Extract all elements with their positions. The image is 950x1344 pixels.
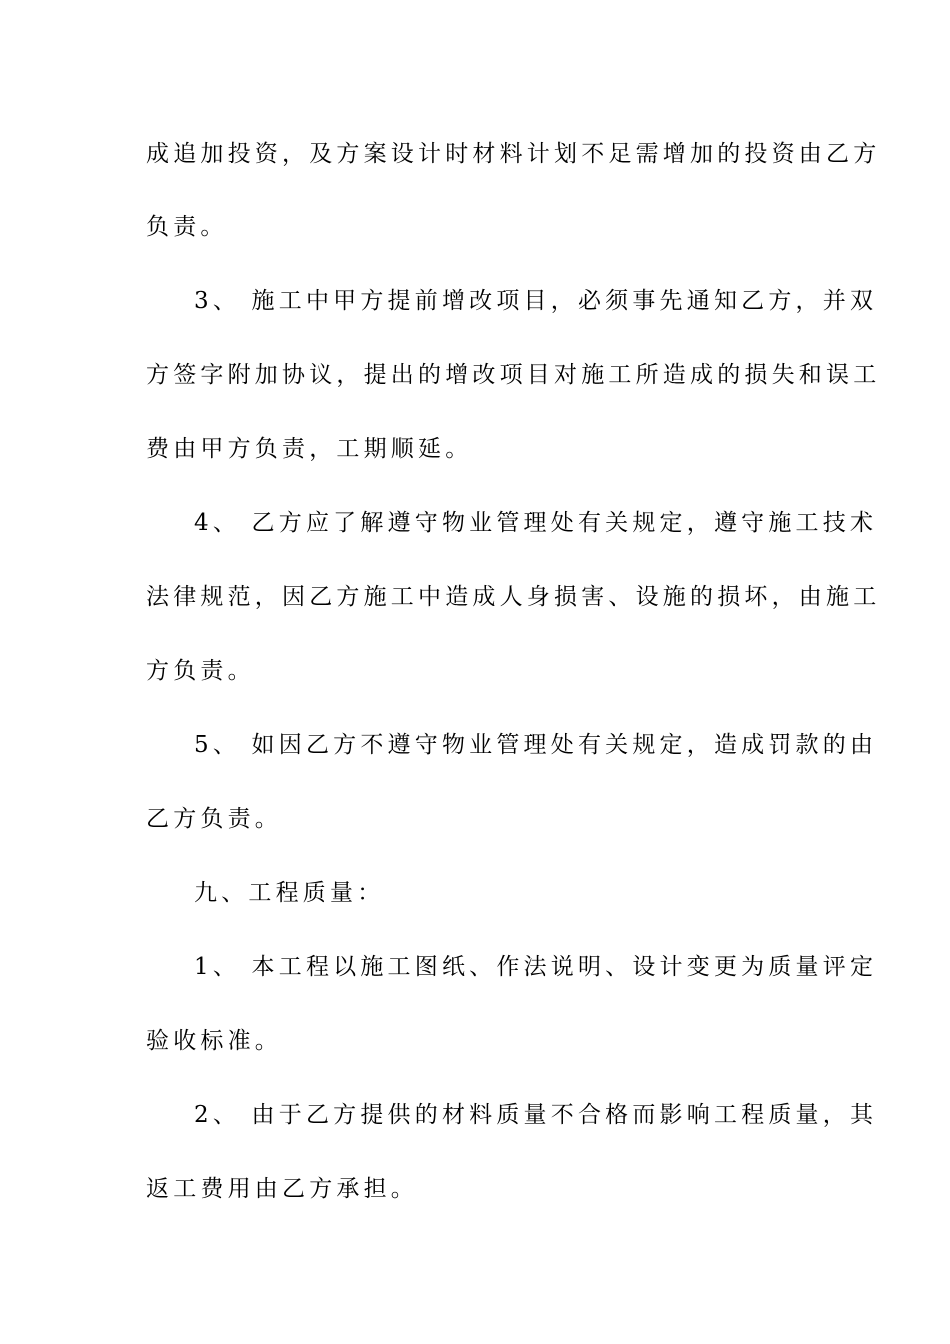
- clause-4-line: 4、 乙方应了解遵守物业管理处有关规定，遵守施工技术: [194, 510, 878, 536]
- section-heading: 九、工程质量：: [194, 880, 385, 906]
- paragraph-line: 成追加投资，及方案设计时材料计划不足需增加的投资由乙方: [146, 141, 881, 167]
- paragraph-line: 方负责。: [146, 658, 255, 684]
- paragraph-line: 法律规范，因乙方施工中造成人身损害、设施的损坏，由施工: [146, 584, 881, 610]
- clause-3-line: 3、 施工中甲方提前增改项目，必须事先通知乙方，并双: [194, 288, 878, 314]
- paragraph-line: 乙方负责。: [146, 806, 282, 832]
- clause-5-line: 5、 如因乙方不遵守物业管理处有关规定，造成罚款的由: [194, 732, 878, 758]
- paragraph-line: 费由甲方负责，工期顺延。: [146, 436, 473, 462]
- paragraph-line: 返工费用由乙方承担。: [146, 1176, 418, 1202]
- paragraph-line: 验收标准。: [146, 1028, 282, 1054]
- paragraph-line: 方签字附加协议，提出的增改项目对施工所造成的损失和误工: [146, 362, 881, 388]
- clause-2-line: 2、 由于乙方提供的材料质量不合格而影响工程质量，其: [194, 1102, 878, 1128]
- paragraph-line: 负责。: [146, 214, 228, 240]
- clause-1-line: 1、 本工程以施工图纸、作法说明、设计变更为质量评定: [194, 954, 878, 980]
